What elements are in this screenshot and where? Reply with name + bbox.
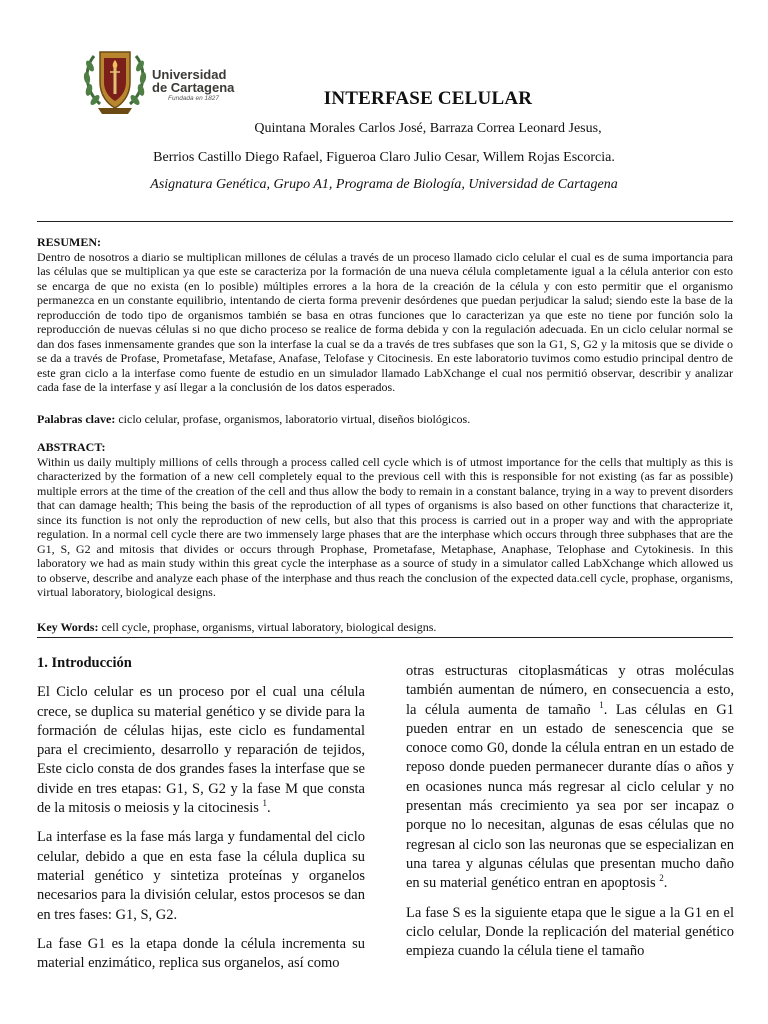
key-words-label: Key Words: <box>37 620 99 634</box>
resumen-text: Dentro de nosotros a diario se multiplican millones de células a través de un proceso llamado ciclo celular el cual es de suma importancia para las células que se multiplican ya que este se caracteriza por la formación de una nueva célula completamente igual a la célula anterior con esto se encarga de que no exista (en lo posible) múltiples errores a la hora de la creación de la célula y con esto permitir que el organismo permanezca en un constante equilibrio, intentando de cierta forma prevenir desórdenes que puedan perjudicar la salud; siendo este la base de la reproducción de todo tipo de organismos también se basa en otras funciones que lo caracterizan ya que este no tiene por función solo la reproducción de nuevas células si no que dicho proceso se realice de forma debida y con la regulación adecuada. En un ciclo celular normal se dan dos fases inmensamente grandes que son la interfase la cual se da a través de tres subfases que son la G1, S, G2 y la mitosis que se divide o se da a través de Profase, Prometafase, Metafase, Anafase, Telofase y Citocinesis. En este laboratorio tuvimos como estudio principal dentro de este gran ciclo a la interfase como fuente de estudio en un simulador llamado LabXchange el cual nos permitió observar, describir y analizar cada fase de la interfase y así llegar a la conclusión de los datos esperados. <box>37 249 733 394</box>
intro-paragraph-5: La fase S es la siguiente etapa que le sigue a la G1 en el ciclo celular, Donde la replicación del material genético empieza cuando la célula tiene el tamaño <box>406 904 734 960</box>
abstract-text: Within us daily multiply millions of cells through a process called cell cycle which is of utmost importance for the cells that multiply as this is characterized by the formation of a new cell completely equal to the previous cell with this is responsible for not existing (as far as possible) multiple errors at the time of the creation of the cell and thus allow the body to remain in a constant balance, trying in a way to prevent disorders that can damage health; This being the basis of the reproduction of all types of organisms is also based on other functions that characterize it, since its function is not only the reproduction of new cells, but also that this process is carried out in a proper way and with the appropriate regulation. In a normal cell cycle there are two immensely large phases that are the interphase which occurs through three subphases that are the G1, S, G2 and mitosis that divides or occurs through Prophase, Prometafase, Metaphase, Anaphase, Telophase and Cytokinesis. In this laboratory we had as main study within this great cycle the interphase as a source of study in a simulator called LabXchange which allowed us to observe, describe and analyze each phase of the interphase and thus reach the conclusion of the expected data.cell cycle, prophase, organisms, virtual laboratory, biological designs. <box>37 454 733 599</box>
abstract-section <box>37 440 733 600</box>
key-words-section <box>37 620 733 635</box>
right-column <box>406 662 734 971</box>
intro-paragraph-4: otras estructuras citoplasmáticas y otras moléculas también aumentan de número, en consecuencia a esto, la célula aumenta de tamaño $^1$. Las células en G1 pueden entrar en un estado de senescencia que se conoce como G0, donde la célula entran en un estado de reposo donde pueden permanecer durante días o años y en ocasiones nunca más regresar al ciclo celular y no presentan más crecimiento ya sea por ser incapaz o porque no lo necesitan, algunas de esas células que no regresan al ciclo son las neuronas que se especializan en una tarea y algunas células que presentan mucho daño en su material genético entran en apoptosis $^2$. <box>406 663 735 892</box>
key-words-text: cell cycle, prophase, organisms, virtual laboratory, biological designs. <box>98 620 437 634</box>
authors-line-1: Quintana Morales Carlos José, Barraza Correa Leonard Jesus, <box>254 121 602 136</box>
intro-paragraph-4-text-a: otras estructuras citoplasmáticas y otras moléculas también aumentan de número, en consecuencia a esto, la célula aumenta de tamaño <box>406 663 734 718</box>
header-divider <box>37 221 733 222</box>
resumen-label: RESUMEN: <box>37 235 102 249</box>
university-name-line2: de Cartagena <box>152 80 235 95</box>
reference-marker: 2 <box>659 873 664 884</box>
abstract-divider <box>37 637 733 638</box>
abstract-label: ABSTRACT: <box>37 440 106 454</box>
palabras-clave-section <box>37 412 733 427</box>
reference-marker: 1 <box>599 699 604 710</box>
intro-paragraph-1: El Ciclo celular es un proceso por el cual una célula crece, se duplica su material genético y se divide para la formación de células hijas, este ciclo es fundamental para el crecimiento, desarrollo y reparación de tejidos, Este ciclo consta de dos grandes fases la interfase que se divide en tres etapas: G1, S, G2 y la fase M que consta de la mitosis o meiosis y la citocinesis $^1$. <box>37 684 365 817</box>
intro-paragraph-3: La fase G1 es la etapa donde la célula incrementa su material enzimático, replica sus organelos, así como <box>37 935 365 972</box>
palabras-clave-label: Palabras clave: <box>37 412 116 426</box>
reference-marker: 1 <box>262 798 268 809</box>
affiliation: Asignatura Genética, Grupo A1, Programa de Biología, Universidad de Cartagena <box>150 177 618 192</box>
resumen-section <box>37 235 733 395</box>
university-founded: Fundada en 1827 <box>168 95 219 102</box>
intro-paragraph-2: La interfase es la fase más larga y fundamental del ciclo celular, debido a que en esta fase la célula duplica su material genético y sintetiza proteínas y organelos necesarios para la división celular, estos procesos se dan en tres fases: G1, S, G2. <box>37 829 365 923</box>
left-column <box>37 654 365 983</box>
section-heading-introduccion: 1. Introducción <box>37 655 132 671</box>
authors-line-2: Berrios Castillo Diego Rafael, Figueroa Claro Julio Cesar, Willem Rojas Escorcia. <box>153 150 615 165</box>
palabras-clave-text: ciclo celular, profase, organismos, laboratorio virtual, diseños biológicos. <box>115 412 471 426</box>
paper-title: INTERFASE CELULAR <box>323 88 533 109</box>
intro-paragraph-1-text: El Ciclo celular es un proceso por el cual una célula crece, se duplica su material genético y se divide para la formación de células hijas, este ciclo es fundamental para el crecimiento, desarrollo y reparación de tejidos, Este ciclo consta de dos grandes fases la interfase que se divide en tres etapas: G1, S, G2 y la fase M que consta de la mitosis o meiosis y la citocinesis <box>37 684 365 817</box>
intro-paragraph-4-text-b: . Las células en G1 pueden entrar en un estado de senescencia que se conoce como G0, donde la célula entran en un estado de reposo donde pueden permanecer durante días o años y en ocasiones nunca más regresar al ciclo celular y no presentan más crecimiento ya sea por ser incapaz o porque no lo necesitan, algunas de esas células que no regresan al ciclo son las neuronas que se especializan en una tarea y algunas células que presentan mucho daño en su material genético entran en apoptosis <box>406 701 735 892</box>
university-name-line1: Universidad <box>152 67 227 82</box>
